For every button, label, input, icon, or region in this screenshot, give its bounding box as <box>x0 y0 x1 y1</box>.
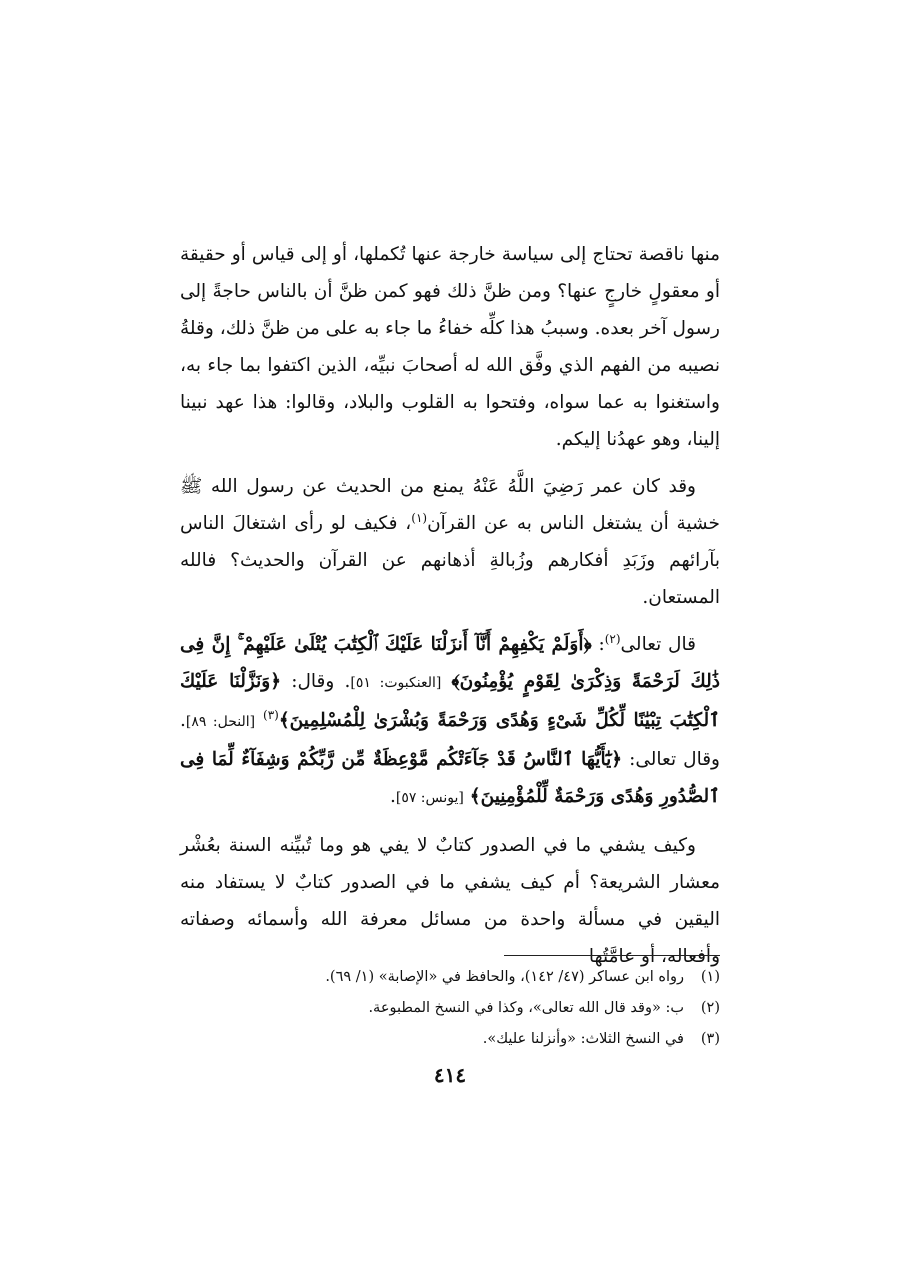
footnote-text: ب: «وقد قال الله تعالى»، وكذا في النسخ المطبوعة. <box>368 1000 684 1016</box>
footnote-3 <box>180 1024 720 1055</box>
footnote-1 <box>180 962 720 993</box>
verse-ref-yunus: [يونس: ٥٧] <box>395 790 464 806</box>
footnote-text: رواه ابن عساكر (٤٧/ ١٤٢)، والحافظ في «الإصابة» (١/ ٦٩). <box>325 969 684 985</box>
paragraph-1: منها ناقصة تحتاج إلى سياسة خارجة عنها تُكملها، أو إلى قياس أو حقيقة أو معقولٍ خارجٍ عنها؟ ومن ظنَّ ذلك فهو كمن ظنَّ أن بالناس حاجةً إلى رسول آخر بعده. وسببُ هذا كلِّه خفاءُ ما جاء به على من ظنَّ ذلك، وقلةُ نصيبه من الفهم الذي وفَّق الله له أصحابَ نبيِّه، الذين اكتفوا بما جاء به، واستغنوا به عما سواه، وفتحوا به القلوب والبلاد، وقالوا: هذا عهد نبينا إلينا، وهو عهدُنا إليكم. <box>180 244 720 450</box>
footnote-number: (٣) <box>700 1031 720 1047</box>
paragraph-4: وكيف يشفي ما في الصدور كتابٌ لا يفي هو وما تُبيِّنه السنة بعُشْر معشار الشريعة؟ أم كيف يشفي ما في الصدور كتابٌ لا يستفاد منه اليقين في مسألة واحدة من مسائل معرفة الله وأسمائه وصفاته وأفعاله، أو عامَّتُها <box>180 835 720 967</box>
quran-verse-nahl: ﴿وَنَزَّلْنَا عَلَيْكَ ٱلْكِتَٰبَ تِبْيَٰنًا لِّكُلِّ شَىْءٍ وَهُدًى وَرَحْمَةً وَبُشْرَىٰ لِلْمُسْلِمِينَ﴾ <box>180 671 720 731</box>
footnote-number: (٢) <box>700 1000 720 1016</box>
paragraph-3-intro: قال تعالى <box>620 634 696 655</box>
footnote-ref-3: (٣) <box>263 707 279 722</box>
footnote-number: (١) <box>700 969 720 985</box>
paragraph-2-text-a: وقد كان عمر رَضِيَ اللَّهُ عَنْهُ يمنع من الحديث عن رسول الله ﷺ خشية أن يشتغل الناس به عن القرآن <box>180 476 720 534</box>
verse-ref-ankabut: [العنكبوت: ٥١] <box>350 675 442 691</box>
footnote-text: في النسخ الثلاث: «وأنزلنا عليك». <box>482 1031 684 1047</box>
footnote-2 <box>180 993 720 1024</box>
paragraph-3-colon: : <box>591 634 605 655</box>
paragraph-2-text-b: ، فكيف لو رأى اشتغالَ الناس بآرائهم وزَبَدِ أفكارهم وزُبالةِ أذهانهم عن القرآن والحديث؟ فالله المستعان. <box>180 513 720 608</box>
paragraph-3-end: . <box>389 786 396 807</box>
verse-ref-nahl: [النحل: ٨٩] <box>185 714 256 730</box>
footnote-divider <box>504 955 720 956</box>
footnotes <box>180 962 720 1055</box>
paragraph-2 <box>180 468 720 616</box>
and-said-ta3ala: . وقال تعالى: <box>180 710 720 770</box>
quran-verse-ankabut: ﴿أَوَلَمْ يَكْفِهِمْ أَنَّآ أَنزَلْنَا عَلَيْكَ ٱلْكِتَٰبَ يُتْلَىٰ عَلَيْهِمْ ۚ إِنَّ فِى ذَٰلِكَ لَرَحْمَةً وَذِكْرَىٰ لِقَوْمٍ يُؤْمِنُونَ﴾ <box>180 634 720 692</box>
footnote-ref-1: (١) <box>411 510 428 525</box>
page-number: ٤١٤ <box>433 1063 467 1087</box>
quran-verse-yunus: ﴿يَٰٓأَيُّهَا ٱلنَّاسُ قَدْ جَآءَتْكُم مَّوْعِظَةٌ مِّن رَّبِّكُمْ وَشِفَآءٌ لِّمَا فِى ٱلصُّدُورِ وَهُدًى وَرَحْمَةٌ لِّلْمُؤْمِنِينَ﴾ <box>180 749 720 807</box>
footnote-ref-2: (٢) <box>604 631 621 646</box>
page-body <box>180 236 720 975</box>
paragraph-3 <box>180 626 720 817</box>
and-said: . وقال: <box>281 671 351 692</box>
